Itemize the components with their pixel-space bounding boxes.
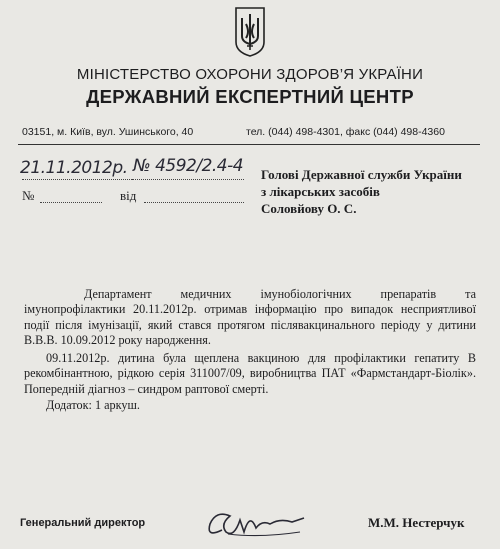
handwritten-number: № 4592/2.4-4 [133,156,244,176]
handwritten-date: 21.11.2012р. [20,158,128,178]
no-label: № [22,188,35,203]
addressee-name: Соловйову О. С. [261,201,357,216]
organization-address: 03151, м. Київ, вул. Ушинського, 40 [22,126,194,138]
organization-title: ДЕРЖАВНИЙ ЕКСПЕРТНИЙ ЦЕНТР [86,86,414,107]
handwritten-signature [200,498,310,544]
from-blank-line [144,202,244,203]
ministry-title: МІНІСТЕРСТВО ОХОРОНИ ЗДОРОВ’Я УКРАЇНИ [76,66,424,83]
trident-emblem-icon [233,6,267,58]
addressee-block [261,166,462,217]
no-blank-line [40,202,102,203]
organization-phones: тел. (044) 498-4301, факс (044) 498-4360 [246,126,445,138]
date-underline [22,179,132,180]
signatory-title: Генеральний директор [20,517,146,529]
addressee-line: Голові Державної служби України [261,167,462,182]
body-paragraph: 09.11.2012р. дитина була щеплена вакциною для профілактики гепатиту В рекомбінантною, рідкою серія 311007/09, виробництва ПАТ «Фармстандарт-Біолік». Попередній діагноз – синдром раптової смерті. [24,351,476,396]
signatory-name: М.М. Нестерчук [368,515,465,530]
addressee-line: з лікарських засобів [261,184,380,199]
attachment-note: Додаток: 1 аркуш. [46,398,140,412]
number-underline [132,179,244,180]
header-divider [18,144,480,145]
from-label: від [120,188,137,203]
body-paragraph: Департамент медичних імунобіологічних препаратів та імунопрофілактики 20.11.2012р. отримав інформацію про випадок несприятливої події після імунізації, який стався протягом післявакцинального періоду у дитини В.В.В. 10.09.2012 року народження. [24,287,476,348]
